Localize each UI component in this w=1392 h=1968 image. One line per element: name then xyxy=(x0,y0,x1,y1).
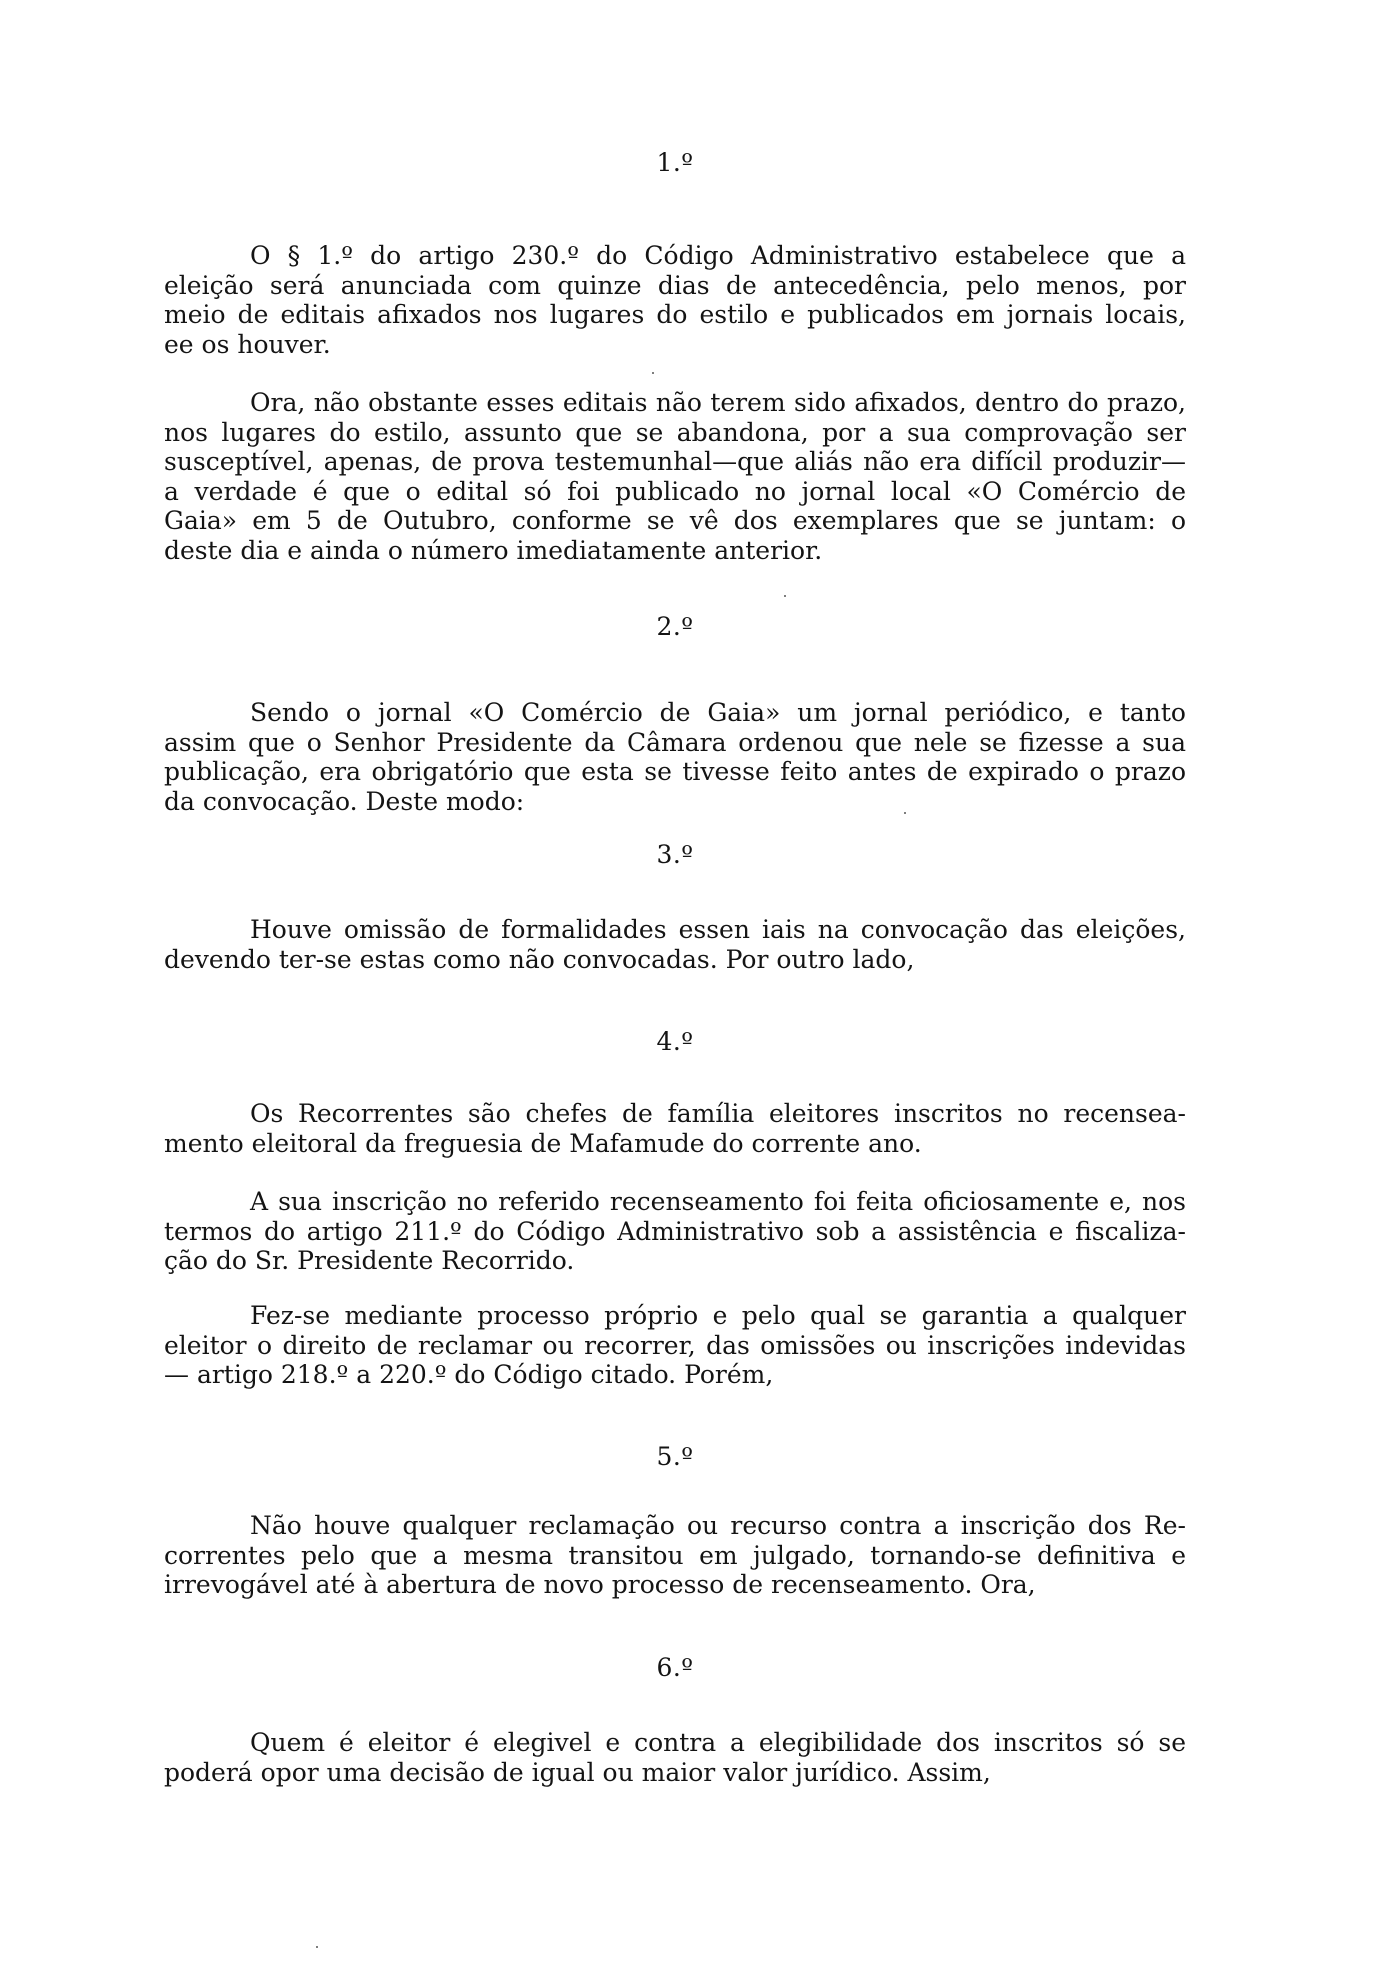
section-number-2: 2.º xyxy=(656,612,694,641)
text-line: susceptível, apenas, de prova testemunhal—que aliás não era difícil produzir— xyxy=(164,447,1186,476)
text-line: Sendo o jornal «O Comércio de Gaia» um jornal periódico, e tanto xyxy=(250,698,1186,727)
text-line: — artigo 218.º a 220.º do Código citado. Porém, xyxy=(164,1360,774,1389)
section-number-4: 4.º xyxy=(656,1027,694,1056)
text-line: Gaia» em 5 de Outubro, conforme se vê dos exemplares que se juntam: o xyxy=(164,506,1186,535)
paragraph-1-1 xyxy=(164,241,1186,359)
text-line: Não houve qualquer reclamação ou recurso contra a inscrição dos Re- xyxy=(250,1511,1186,1540)
scan-speck xyxy=(652,372,654,374)
text-line: deste dia e ainda o número imediatamente anterior. xyxy=(164,535,823,565)
text-line: poderá opor uma decisão de igual ou maior valor jurídico. Assim, xyxy=(164,1757,991,1787)
paragraph-6-1 xyxy=(164,1728,1186,1787)
text-line: publicação, era obrigatório que esta se tivesse feito antes de expirado o prazo xyxy=(164,757,1186,786)
text-line: A sua inscrição no referido recenseamento foi feita oficiosamente e, nos xyxy=(250,1187,1186,1216)
text-line: Quem é eleitor é elegivel e contra a elegibilidade dos inscritos só se xyxy=(250,1728,1186,1757)
section-number-1: 1.º xyxy=(656,148,694,177)
text-line: nos lugares do estilo, assunto que se abandona, por a sua comprovação ser xyxy=(164,417,1186,447)
text-line: a verdade é que o edital só foi publicado no jornal local «O Comércio de xyxy=(164,476,1186,506)
text-line: eleição será anunciada com quinze dias de antecedência, pelo menos, por xyxy=(164,270,1186,300)
paragraph-4-2 xyxy=(164,1187,1186,1276)
section-number-3: 3.º xyxy=(656,840,694,869)
paragraph-1-2 xyxy=(164,388,1186,565)
text-line: ee os houver. xyxy=(164,329,331,359)
text-line: correntes pelo que a mesma transitou em julgado, tornando-se definitiva e xyxy=(164,1540,1186,1570)
text-line: Houve omissão de formalidades essen iais na convocação das eleições, xyxy=(250,915,1186,944)
text-line: ção do Sr. Presidente Recorrido. xyxy=(164,1246,575,1275)
text-line: irrevogável até à abertura de novo processo de recenseamento. Ora, xyxy=(164,1570,1036,1599)
text-line: O § 1.º do artigo 230.º do Código Administrativo estabelece que a xyxy=(250,241,1186,270)
text-line: Os Recorrentes são chefes de família eleitores inscritos no recensea- xyxy=(250,1099,1186,1128)
text-line: eleitor o direito de reclamar ou recorrer, das omissões ou inscrições indevidas xyxy=(164,1330,1186,1360)
paragraph-3-1 xyxy=(164,915,1186,974)
section-number-5: 5.º xyxy=(656,1442,694,1471)
paragraph-4-1 xyxy=(164,1099,1186,1158)
text-line: assim que o Senhor Presidente da Câmara ordenou que nele se fizesse a sua xyxy=(164,727,1186,757)
paragraph-5-1 xyxy=(164,1511,1186,1600)
text-line: meio de editais afixados nos lugares do estilo e publicados em jornais locais, xyxy=(164,300,1186,329)
text-line: da convocação. Deste modo: xyxy=(164,786,525,816)
scan-speck xyxy=(784,595,786,597)
text-line: Ora, não obstante esses editais não terem sido afixados, dentro do prazo, xyxy=(250,388,1186,417)
text-line: mento eleitoral da freguesia de Mafamude do corrente ano. xyxy=(164,1128,922,1158)
document-page xyxy=(164,0,1186,1968)
text-line: devendo ter-se estas como não convocadas. Por outro lado, xyxy=(164,944,915,974)
scan-speck xyxy=(904,812,906,814)
scan-speck xyxy=(316,1946,318,1948)
section-number-6: 6.º xyxy=(656,1653,694,1682)
paragraph-4-3 xyxy=(164,1301,1186,1390)
text-line: Fez-se mediante processo próprio e pelo qual se garantia a qualquer xyxy=(250,1301,1186,1330)
paragraph-2-1 xyxy=(164,698,1186,816)
text-line: termos do artigo 211.º do Código Administrativo sob a assistência e fiscaliza- xyxy=(164,1216,1186,1246)
